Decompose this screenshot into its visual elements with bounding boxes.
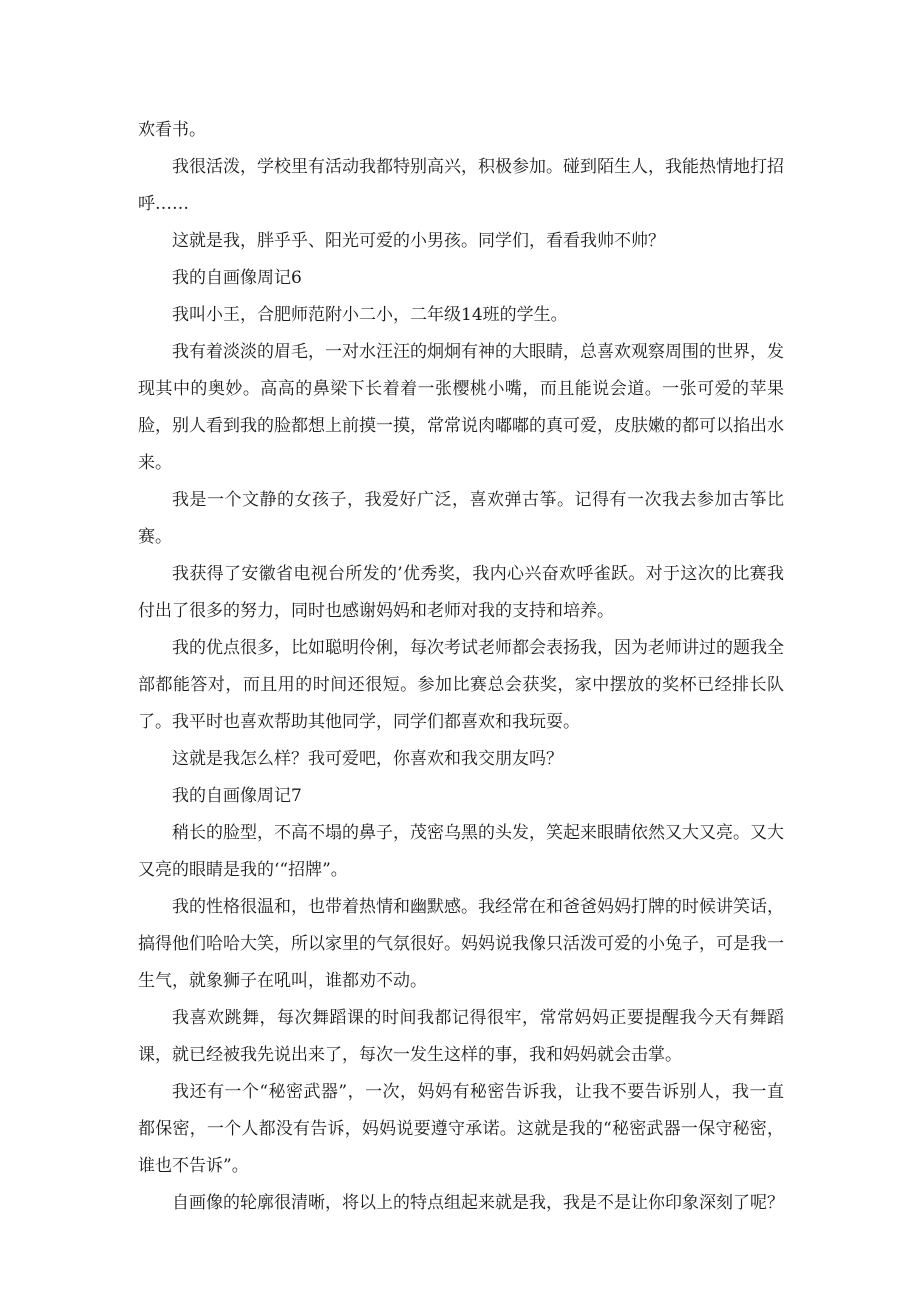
paragraph: 我是一个文静的女孩子，我爱好广泛，喜欢弹古筝。记得有一次我去参加古筝比赛。 xyxy=(138,490,784,547)
paragraph: 我很活泼，学校里有活动我都特别高兴，积极参加。碰到陌生人，我能热情地打招呼…… xyxy=(138,157,784,214)
paragraph: 我喜欢跳舞，每次舞蹈课的时间我都记得很牢，常常妈妈正要提醒我今天有舞蹈课，就已经被我先说出来了，每次一发生这样的事，我和妈妈就会击掌。 xyxy=(138,1008,784,1065)
paragraph: 这就是我怎么样？我可爱吧，你喜欢和我交朋友吗？ xyxy=(172,749,563,769)
paragraph: 我获得了安徽省电视台所发的’优秀奖，我内心兴奋欢呼雀跃。对于这次的比赛我付出了很多的努力，同时也感谢妈妈和老师对我的支持和培养。 xyxy=(138,564,784,621)
paragraph: 欢看书。 xyxy=(138,120,206,140)
document-body xyxy=(138,112,784,1222)
section-heading: 我的自画像周记7 xyxy=(172,786,302,806)
section-heading: 我的自画像周记6 xyxy=(172,268,302,288)
paragraph: 我叫小王，合肥师范附小二小，二年级14班的学生。 xyxy=(172,305,568,325)
paragraph: 稍长的脸型，不高不塌的鼻子，茂密乌黑的头发，笑起来眼睛依然又大又亮。又大又亮的眼睛是我的‘“招牌”。 xyxy=(138,823,784,880)
paragraph: 我有着淡淡的眉毛，一对水汪汪的炯炯有神的大眼睛，总喜欢观察周围的世界，发现其中的奥妙。高高的鼻梁下长着着一张樱桃小嘴，而且能说会道。一张可爱的苹果脸，别人看到我的脸都想上前摸一摸，常常说肉嘟嘟的真可爱，皮肤嫩的都可以掐出水来。 xyxy=(138,342,784,473)
paragraph: 我的优点很多，比如聪明伶俐，每次考试老师都会表扬我，因为老师讲过的题我全部都能答对，而且用的时间还很短。参加比赛总会获奖，家中摆放的奖杯已经排长队了。我平时也喜欢帮助其他同学，同学们都喜欢和我玩耍。 xyxy=(138,638,784,732)
paragraph: 自画像的轮廓很清晰，将以上的特点组起来就是我，我是不是让你印象深刻了呢？ xyxy=(172,1193,784,1213)
paragraph: 我还有一个“秘密武器”，一次，妈妈有秘密告诉我，让我不要告诉别人，我一直都保密，一个人都没有告诉，妈妈说要遵守承诺。这就是我的“秘密武器一保守秘密，谁也不告诉”。 xyxy=(138,1082,784,1176)
paragraph: 我的性格很温和，也带着热情和幽默感。我经常在和爸爸妈妈打牌的时候讲笑话，搞得他们哈哈大笑，所以家里的气氛很好。妈妈说我像只活泼可爱的小兔子，可是我一生气，就象狮子在吼叫，谁都劝不动。 xyxy=(138,897,784,991)
paragraph: 这就是我，胖乎乎、阳光可爱的小男孩。同学们，看看我帅不帅？ xyxy=(172,231,665,251)
